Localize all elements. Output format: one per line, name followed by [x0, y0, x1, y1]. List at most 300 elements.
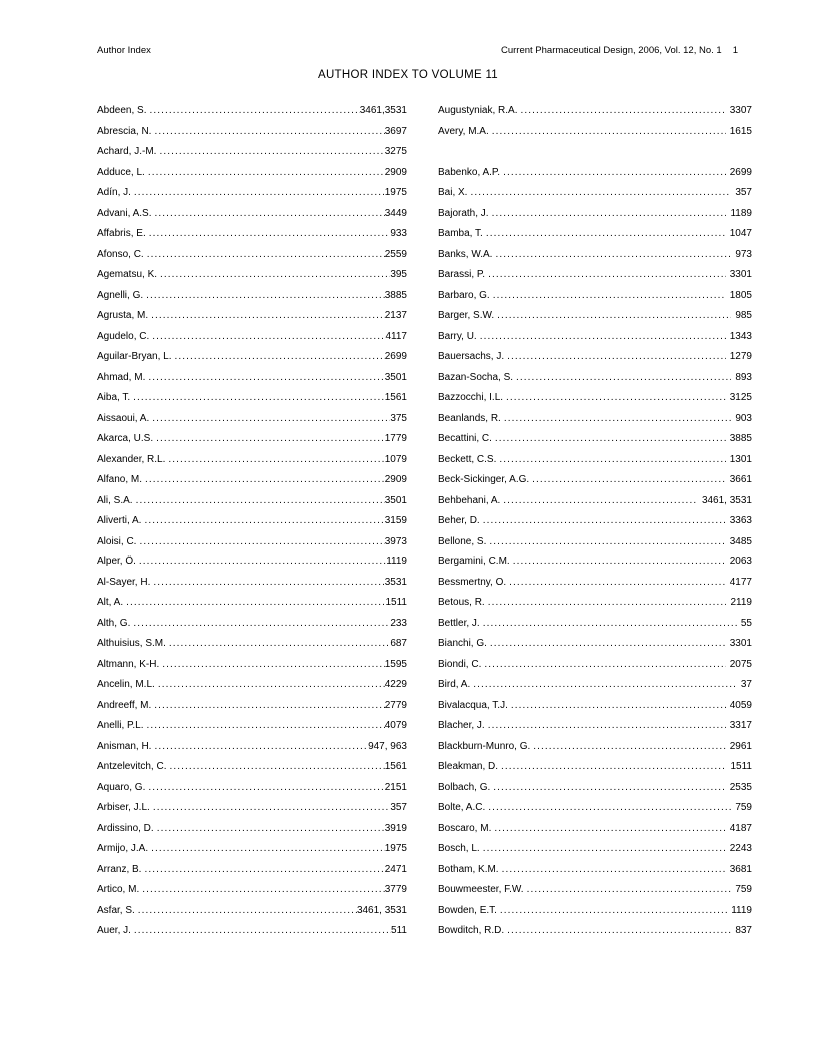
entry-page-numbers: 357: [735, 187, 752, 198]
dot-leader: [473, 675, 737, 696]
index-entry: [97, 122, 407, 143]
entry-page-numbers: 3461,3531: [359, 105, 407, 116]
entry-page-numbers: 3449: [384, 207, 407, 219]
index-entry: [438, 634, 752, 655]
entry-page-numbers: 1279: [729, 351, 752, 362]
dot-leader: [154, 737, 368, 758]
running-header-right: [501, 45, 738, 56]
dot-leader: [497, 306, 731, 327]
index-entry: [97, 532, 407, 553]
author-name: Alth, G.: [97, 617, 131, 629]
entry-page-numbers: 2779: [384, 699, 407, 711]
entry-page-numbers: 1301: [729, 453, 752, 465]
author-name: Blackburn-Munro, G.: [438, 740, 531, 752]
author-name: Bamba, T.: [438, 228, 483, 239]
dot-leader: [494, 819, 725, 840]
running-header-left: Author Index: [97, 45, 151, 56]
index-entry: [438, 511, 752, 532]
author-name: Agematsu, K.: [97, 269, 158, 280]
index-entry: [97, 183, 407, 204]
author-name: Advani, A.S.: [97, 207, 152, 219]
dot-leader: [493, 286, 726, 307]
dot-leader: [160, 265, 390, 286]
index-entry: [438, 429, 752, 450]
dot-leader: [495, 429, 726, 450]
author-name: Arranz, B.: [97, 863, 142, 875]
author-name: Bianchi, G.: [438, 638, 487, 649]
index-entry: [97, 757, 407, 778]
index-entry: [97, 655, 407, 676]
dot-leader: [533, 737, 725, 758]
index-entry: [97, 368, 407, 389]
dot-leader: [507, 921, 731, 942]
entry-page-numbers: 3919: [384, 822, 407, 834]
entry-page-numbers: 233: [390, 617, 407, 629]
index-entry: [438, 614, 752, 635]
index-entry: [438, 696, 752, 717]
dot-leader: [153, 798, 391, 819]
dot-leader: [520, 101, 725, 122]
author-name: Alper, Ö.: [97, 556, 136, 567]
author-name: Beher, D.: [438, 515, 480, 526]
author-name: Behbehani, A.: [438, 494, 501, 506]
index-entry: [97, 511, 407, 532]
entry-page-numbers: 973: [735, 248, 752, 260]
index-entry: [438, 101, 752, 122]
dot-leader: [511, 696, 726, 717]
index-entry: [97, 142, 407, 163]
index-entry: [438, 491, 752, 512]
entry-page-numbers: 3501: [384, 371, 407, 383]
author-name: Achard, J.-M.: [97, 146, 157, 157]
author-name: Bivalacqua, T.J.: [438, 699, 508, 711]
dot-leader: [147, 716, 385, 737]
dot-leader: [483, 839, 726, 860]
author-name: Agudelo, C.: [97, 330, 150, 342]
entry-page-numbers: 3275: [384, 146, 407, 157]
entry-page-numbers: 3697: [384, 125, 407, 137]
dot-leader: [146, 286, 385, 307]
dot-leader: [134, 183, 385, 204]
dot-leader: [149, 101, 359, 122]
index-entry: [97, 101, 407, 122]
author-name: Ardissino, D.: [97, 822, 154, 834]
index-entry: [97, 634, 407, 655]
index-entry: [438, 245, 752, 266]
entry-page-numbers: 837: [735, 925, 752, 936]
index-entry: [438, 737, 752, 758]
dot-leader: [152, 409, 390, 430]
author-name: Bai, X.: [438, 187, 468, 198]
index-entry: [438, 450, 752, 471]
dot-leader: [168, 450, 384, 471]
author-name: Bouwmeester, F.W.: [438, 884, 524, 895]
dot-leader: [470, 183, 731, 204]
index-entry: [438, 204, 752, 225]
entry-page-numbers: 55: [740, 617, 752, 629]
index-column-left: [97, 101, 407, 942]
author-name: Alt, A.: [97, 597, 124, 608]
author-name: Altmann, K-H.: [97, 658, 160, 670]
entry-page-numbers: 1561: [384, 392, 407, 403]
index-entry: [438, 470, 752, 491]
dot-leader: [145, 470, 385, 491]
dot-leader: [484, 655, 725, 676]
dot-leader: [174, 347, 384, 368]
author-name: Barger, S.W.: [438, 310, 495, 321]
entry-page-numbers: 3301: [729, 269, 752, 280]
author-name: Aloisi, C.: [97, 535, 137, 547]
author-name: Beckett, C.S.: [438, 453, 497, 465]
entry-page-numbers: 947, 963: [368, 740, 407, 752]
index-entry: [438, 778, 752, 799]
entry-page-numbers: 2151: [384, 781, 407, 793]
index-entry: [97, 675, 407, 696]
entry-page-numbers: 3661: [729, 474, 752, 485]
page-number: 1: [732, 45, 738, 56]
author-name: Bazan-Socha, S.: [438, 371, 514, 383]
entry-page-numbers: 1595: [384, 658, 407, 670]
dot-leader: [138, 901, 357, 922]
dot-leader: [159, 142, 384, 163]
entry-page-numbers: 1779: [384, 433, 407, 444]
author-name: Abdeen, S.: [97, 105, 147, 116]
entry-page-numbers: 3461, 3531: [356, 904, 407, 916]
dot-leader: [148, 368, 384, 389]
entry-page-numbers: 2699: [384, 351, 407, 362]
entry-page-numbers: 3885: [384, 289, 407, 301]
dot-leader: [133, 388, 385, 409]
index-entry: [438, 327, 752, 348]
author-name: Boscaro, M.: [438, 822, 492, 834]
dot-leader: [527, 880, 732, 901]
author-name: Asfar, S.: [97, 904, 135, 916]
index-entry: [97, 737, 407, 758]
dot-leader: [493, 778, 725, 799]
index-entry: [97, 306, 407, 327]
entry-page-numbers: 687: [390, 638, 407, 649]
author-name: Barry, U.: [438, 330, 477, 342]
index-entry: [438, 839, 752, 860]
index-entry: [97, 921, 407, 942]
dot-leader: [509, 573, 726, 594]
index-entry: [97, 552, 407, 573]
author-name: Beanlands, R.: [438, 412, 501, 424]
author-name: Adduce, L.: [97, 166, 145, 178]
index-entry: [438, 368, 752, 389]
author-name: Bird, A.: [438, 679, 471, 690]
index-entry: [438, 224, 752, 245]
dot-leader: [136, 491, 385, 512]
author-name: Aquaro, G.: [97, 781, 146, 793]
index-entry: [438, 860, 752, 881]
entry-page-numbers: 3307: [729, 105, 752, 116]
entry-page-numbers: 933: [390, 228, 407, 239]
index-entry: [97, 716, 407, 737]
index-entry: [97, 901, 407, 922]
entry-page-numbers: 3779: [384, 884, 407, 895]
author-name: Banks, W.A.: [438, 248, 493, 260]
entry-page-numbers: 759: [735, 802, 752, 813]
author-name: Beck-Sickinger, A.G.: [438, 474, 530, 485]
author-name: Akarca, U.S.: [97, 433, 154, 444]
entry-page-numbers: 3885: [729, 433, 752, 444]
index-entry: [438, 347, 752, 368]
dot-leader: [144, 860, 384, 881]
index-entry: [97, 491, 407, 512]
entry-page-numbers: 2243: [729, 843, 752, 854]
entry-page-numbers: 2471: [384, 863, 407, 875]
author-name: Bergamini, C.M.: [438, 556, 510, 567]
entry-page-numbers: 3973: [384, 535, 407, 547]
entry-page-numbers: 1975: [384, 843, 407, 854]
author-name: Bajorath, J.: [438, 207, 489, 219]
author-name: Armijo, J.A.: [97, 843, 149, 854]
index-entry: [438, 409, 752, 430]
index-entry: [438, 921, 752, 942]
author-name: Babenko, A.P.: [438, 166, 501, 178]
dot-leader: [488, 798, 731, 819]
dot-leader: [507, 347, 726, 368]
index-columns: [97, 101, 752, 942]
dot-leader: [147, 245, 385, 266]
index-column-right: [438, 101, 752, 942]
author-name: Bauersachs, J.: [438, 351, 505, 362]
entry-page-numbers: 3363: [729, 515, 752, 526]
index-entry: [438, 819, 752, 840]
author-name: Aguilar-Bryan, L.: [97, 351, 172, 362]
index-entry: [438, 593, 752, 614]
author-name: Betous, R.: [438, 597, 485, 608]
dot-leader: [144, 511, 384, 532]
author-name: Bessmertny, O.: [438, 576, 507, 588]
index-entry: [438, 880, 752, 901]
entry-page-numbers: 1805: [729, 289, 752, 301]
entry-page-numbers: 3125: [729, 392, 752, 403]
author-name: Anelli, P.L.: [97, 720, 144, 731]
entry-page-numbers: 395: [390, 269, 407, 280]
entry-page-numbers: 893: [735, 371, 752, 383]
index-entry: [438, 265, 752, 286]
entry-page-numbers: 2559: [384, 248, 407, 260]
index-entry: [438, 122, 752, 143]
dot-leader: [483, 511, 726, 532]
index-entry: [97, 163, 407, 184]
dot-leader: [154, 696, 384, 717]
author-name: Becattini, C.: [438, 433, 492, 444]
author-name: Ali, S.A.: [97, 494, 133, 506]
author-name: Arbiser, J.L.: [97, 802, 150, 813]
index-entry: [438, 552, 752, 573]
author-name: Althuisius, S.M.: [97, 638, 166, 649]
index-entry: [97, 819, 407, 840]
author-name: Agnelli, G.: [97, 289, 144, 301]
index-entry: [97, 245, 407, 266]
index-entry: [438, 901, 752, 922]
dot-leader: [495, 245, 731, 266]
author-name: Affabris, E.: [97, 228, 146, 239]
entry-page-numbers: 1079: [384, 453, 407, 465]
entry-page-numbers: 1511: [385, 597, 407, 608]
entry-page-numbers: 4079: [384, 720, 407, 731]
dot-leader: [158, 675, 385, 696]
author-name: Aiba, T.: [97, 392, 131, 403]
dot-leader: [162, 655, 385, 676]
index-entry: [97, 224, 407, 245]
index-entry: [97, 327, 407, 348]
author-name: Alexander, R.L.: [97, 453, 166, 465]
dot-leader: [148, 778, 384, 799]
index-entry: [97, 388, 407, 409]
author-name: Anisman, H.: [97, 740, 152, 752]
author-name: Botham, K.M.: [438, 863, 499, 875]
dot-leader: [151, 306, 385, 327]
entry-page-numbers: 759: [735, 884, 752, 895]
author-name: Bosch, L.: [438, 843, 480, 854]
dot-leader: [148, 163, 385, 184]
index-entry: [97, 204, 407, 225]
index-entry: [97, 696, 407, 717]
index-entry: [97, 450, 407, 471]
dot-leader: [126, 593, 385, 614]
entry-page-numbers: 2961: [729, 740, 752, 752]
dot-leader: [133, 614, 390, 635]
entry-page-numbers: 4177: [729, 576, 752, 588]
index-entry: [97, 470, 407, 491]
entry-page-numbers: 4229: [384, 679, 407, 690]
entry-page-numbers: 3301: [729, 638, 752, 649]
dot-leader: [501, 757, 726, 778]
entry-page-numbers: 375: [390, 412, 407, 424]
index-entry: [438, 142, 752, 163]
dot-leader: [142, 880, 385, 901]
entry-page-numbers: 4187: [729, 822, 752, 834]
author-name: Barassi, P.: [438, 269, 486, 280]
author-name: Al-Sayer, H.: [97, 576, 151, 588]
author-name: Barbaro, G.: [438, 289, 490, 301]
page-title: AUTHOR INDEX TO VOLUME 11: [317, 69, 499, 81]
index-entry: [97, 265, 407, 286]
author-name: Biondi, C.: [438, 658, 482, 670]
index-entry: [438, 388, 752, 409]
dot-leader: [513, 552, 726, 573]
entry-page-numbers: 1047: [729, 228, 752, 239]
author-name: Ahmad, M.: [97, 371, 146, 383]
index-entry: [97, 429, 407, 450]
entry-page-numbers: 1343: [729, 330, 752, 342]
dot-leader: [490, 634, 726, 655]
index-entry: [438, 675, 752, 696]
dot-leader: [502, 860, 726, 881]
dot-leader: [156, 429, 385, 450]
entry-page-numbers: 2119: [730, 597, 752, 608]
dot-leader: [149, 224, 391, 245]
dot-leader: [516, 368, 731, 389]
dot-leader: [139, 552, 386, 573]
dot-leader: [503, 491, 698, 512]
entry-page-numbers: 511: [391, 925, 407, 936]
author-name: Andreeff, M.: [97, 699, 152, 711]
author-name: Blacher, J.: [438, 720, 485, 731]
entry-page-numbers: 1561: [384, 761, 407, 772]
author-name: Auer, J.: [97, 925, 131, 936]
dot-leader: [152, 327, 385, 348]
dot-leader: [483, 614, 737, 635]
index-entry: [438, 655, 752, 676]
index-entry: [97, 573, 407, 594]
entry-page-numbers: 2909: [384, 474, 407, 485]
entry-page-numbers: 1119: [386, 556, 407, 567]
author-name: Bowditch, R.D.: [438, 925, 505, 936]
index-entry: [438, 757, 752, 778]
dot-leader: [153, 573, 384, 594]
index-entry: [97, 593, 407, 614]
author-name: Abrescia, N.: [97, 125, 152, 137]
author-name: Agrusta, M.: [97, 310, 149, 321]
entry-page-numbers: 1975: [384, 187, 407, 198]
dot-leader: [169, 634, 390, 655]
dot-leader: [488, 716, 726, 737]
dot-leader: [134, 921, 391, 942]
index-entry: [97, 286, 407, 307]
entry-page-numbers: 2075: [729, 658, 752, 670]
author-name: Bolbach, G.: [438, 781, 491, 793]
entry-page-numbers: 37: [740, 679, 752, 690]
index-entry: [97, 778, 407, 799]
dot-leader: [506, 388, 726, 409]
entry-page-numbers: 985: [735, 310, 752, 321]
dot-leader: [169, 757, 384, 778]
author-name: Bolte, A.C.: [438, 802, 486, 813]
entry-page-numbers: 1615: [729, 125, 752, 137]
author-name: Antzelevitch, C.: [97, 761, 167, 772]
dot-leader: [486, 224, 726, 245]
author-name: Artico, M.: [97, 884, 140, 895]
author-name: Bleakman, D.: [438, 761, 499, 772]
entry-page-numbers: 2535: [729, 781, 752, 793]
entry-page-numbers: 3485: [729, 535, 752, 547]
index-entry: [97, 798, 407, 819]
dot-leader: [492, 122, 726, 143]
entry-page-numbers: 357: [390, 802, 407, 813]
dot-leader: [500, 901, 727, 922]
index-entry: [97, 839, 407, 860]
author-name: Alfano, M.: [97, 474, 143, 485]
author-name: Avery, M.A.: [438, 125, 489, 137]
author-name: Bellone, S.: [438, 535, 487, 547]
author-name: Bettler, J.: [438, 617, 480, 629]
index-entry: [438, 798, 752, 819]
index-entry: [97, 860, 407, 881]
entry-page-numbers: 3501: [384, 494, 407, 506]
entry-page-numbers: 2699: [729, 166, 752, 178]
index-entry: [97, 409, 407, 430]
dot-leader: [503, 163, 726, 184]
author-name: Augustyniak, R.A.: [438, 105, 518, 116]
author-name: Ancelin, M.L.: [97, 679, 155, 690]
author-name: Bazzocchi, I.L.: [438, 392, 504, 403]
entry-page-numbers: 3461, 3531: [701, 494, 752, 506]
author-name: Afonso, C.: [97, 248, 144, 260]
entry-page-numbers: 1511: [730, 761, 752, 772]
index-entry: [438, 306, 752, 327]
index-entry: [438, 286, 752, 307]
entry-page-numbers: 2137: [384, 310, 407, 321]
index-entry: [438, 532, 752, 553]
index-entry: [438, 716, 752, 737]
entry-page-numbers: 3317: [729, 720, 752, 731]
entry-page-numbers: 3159: [384, 515, 407, 526]
